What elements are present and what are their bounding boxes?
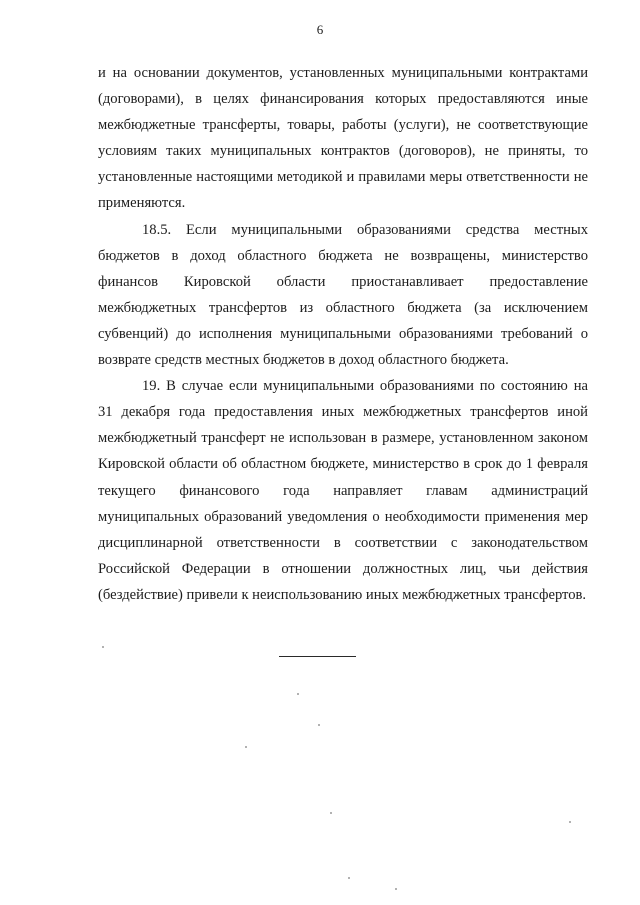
end-separator-line bbox=[279, 656, 356, 657]
scan-speck bbox=[245, 746, 247, 748]
scan-speck bbox=[297, 693, 299, 695]
scan-speck bbox=[318, 724, 320, 726]
scan-speck bbox=[569, 821, 571, 823]
document-body bbox=[98, 60, 588, 608]
page-number: 6 bbox=[316, 22, 324, 37]
paragraph-19: 19. В случае если муниципальными образованиями по состоянию на 31 декабря года предоставления иных межбюджетных трансфертов иной межбюджетный трансферт не использован в размере, установленном законом Кировской области об областном бюджете, министерство в срок до 1 февраля текущего финансового года направляет главам администраций муниципальных образований уведомления о необходимости применения мер дисциплинарной ответственности в соответствии с законодательством Российской Федерации в отношении должностных лиц, чьи действия (бездействие) привели к неиспользованию иных межбюджетных трансфертов. bbox=[98, 378, 588, 603]
scan-speck bbox=[330, 812, 332, 814]
paragraph-continuation: и на основании документов, установленных муниципальными контрактами (договорами), в целях финансирования которых предоставляются иные межбюджетные трансферты, товары, работы (услуги), не соответствующие условиям таких муниципальных контрактов (договоров), не приняты, то установленные настоящими методикой и правилами меры ответственности не применяются. bbox=[98, 65, 588, 212]
scan-speck bbox=[395, 888, 397, 890]
scan-speck bbox=[102, 646, 104, 648]
scan-speck bbox=[348, 877, 350, 879]
paragraph-18-5: 18.5. Если муниципальными образованиями средства местных бюджетов в доход областного бюджета не возвращены, министерство финансов Кировской области приостанавливает предоставление межбюджетных трансфертов из областного бюджета (за исключением субвенций) до исполнения муниципальными образованиями требований о возврате средств местных бюджетов в доход областного бюджета. bbox=[98, 221, 588, 369]
